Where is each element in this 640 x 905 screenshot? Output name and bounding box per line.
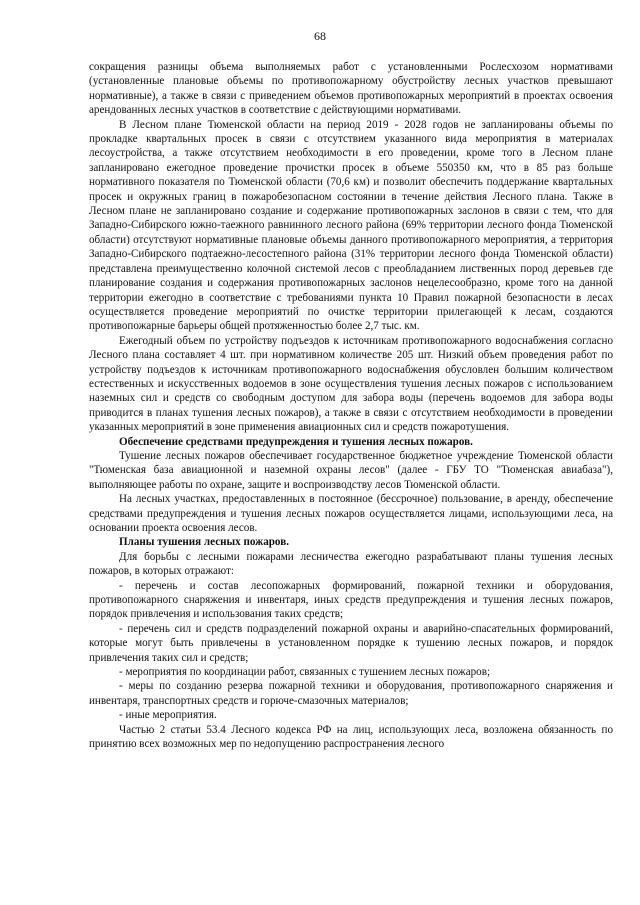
paragraph-water-access-roads: Ежегодный объем по устройству подъездов к источникам противопожарного водоснабжения согласно Лесного плана составляет 4 шт. при нормативном количестве 205 шт. Низкий объем проведения работ по устройству подъездов к источникам противопожарного водоснабжения обусловлен большим количеством естественных и искусственных водоемов в зоне осуществления тушения лесных пожаров с использованием наземных сил и средств со свободным доступом для забора воды (перечень водоемов для забора воды приводится в планах тушения лесных пожаров), а также в связи с отсутствием необходимости в проведении указанных мероприятий в зоне применения авиационных сил и средств пожаротушения.	[89, 334, 613, 434]
list-item-other: - иные мероприятия.	[119, 709, 217, 722]
list-item-reserve: - меры по созданию резерва пожарной техники и оборудования, противопожарного снаряжения и инвентаря, транспортных средств и горюче-смазочных материалов;	[89, 680, 613, 707]
list-item-formations: - перечень и состав лесопожарных формирований, пожарной техники и оборудования, противопожарного снаряжения и инвентаря, иных средств предупреждения и тушения лесных пожаров, порядок привлечения и использования таких средств;	[89, 579, 613, 621]
page-number: 68	[314, 29, 326, 43]
section-heading-fire-means: Обеспечение средствами предупреждения и тушения лесных пожаров.	[119, 435, 473, 448]
paragraph-forest-code: Частью 2 статьи 53.4 Лесного кодекса РФ на лиц, использующих леса, возложена обязанность по принятию всех возможных мер по недопущению распространения лесного	[89, 723, 613, 751]
paragraph-leased-plots: На лесных участках, предоставленных в постоянное (бессрочное) пользование, в аренду, обеспечение средствами предупреждения и тушения лесных пожаров осуществляется лицами, использующими леса, на основании проекта освоения лесов.	[89, 493, 613, 534]
paragraph-plans-intro: Для борьбы с лесными пожарами лесничества ежегодно разрабатывают планы тушения лесных пожаров, в которых отражают:	[89, 550, 613, 578]
section-heading-fire-plans: Планы тушения лесных пожаров.	[119, 536, 289, 549]
paragraph-aviation-base: Тушение лесных пожаров обеспечивает государственное бюджетное учреждение Тюменской области "Тюменская база авиационной и наземной охраны лесов" (далее - ГБУ ТО "Тюменская авиабаза"), выполняющее работы по охране, защите и воспроизводству лесов Тюменской области.	[89, 449, 613, 491]
body-text	[89, 60, 613, 752]
list-item-forces: - перечень сил и средств подразделений пожарной охраны и аварийно-спасательных формирований, которые могут быть привлечены в установленном порядке к тушению лесных пожаров, и порядок привлечения таких сил и средств;	[89, 622, 613, 664]
paragraph-continuation: сокращения разницы объема выполняемых работ с установленными Рослесхозом нормативами (установленные плановые объемы по противопожарному обустройству лесных участков превышают нормативные), а также в связи с приведением объемов противопожарных мероприятий в проектах освоения арендованных лесных участков в соответствие с действующими нормативами.	[89, 61, 613, 117]
paragraph-clearings-and-firebreaks: В Лесном плане Тюменской области на период 2019 - 2028 годов не запланированы объемы по прокладке квартальных просек в связи с отсутствием указанного вида мероприятия в материалах лесоустройства, а также отсутствием необходимости в его проведении, кроме того в Лесном плане запланировано ежегодное проведение прочистки просек в объеме 550350 км, что в 85 раз больше нормативного показателя по Тюменской области (70,6 км) и позволит обеспечить поддержание квартальных просек и окружных границ в пожаробезопасном состоянии в течение действия Лесного плана. Также в Лесном плане не запланировано создание и содержание противопожарных заслонов в связи с тем, что для Западно-Сибирского южно-таежного равнинного лесного района (69% территории лесного фонда Тюменской области) отсутствуют нормативные плановые объемы данного противопожарного мероприятия, а территория Западно-Сибирского подтаежно-лесостепного района (31% территории лесного фонда Тюменской области) представлена преимущественно колочной системой лесов с преобладанием лиственных пород деревьев где планирование создания и содержания противопожарных заслонов нецелесообразно, кроме того на данной территории ежегодно в соответствие с требованиями пункта 10 Правил пожарной безопасности в лесах осуществляется проведение мероприятий по очистке территории прилегающей к лесам, создаются противопожарные барьеры общей протяженностью более 2,7 тыс. км.	[89, 118, 613, 333]
list-item-coordination: - мероприятия по координации работ, связанных с тушением лесных пожаров;	[119, 666, 491, 679]
